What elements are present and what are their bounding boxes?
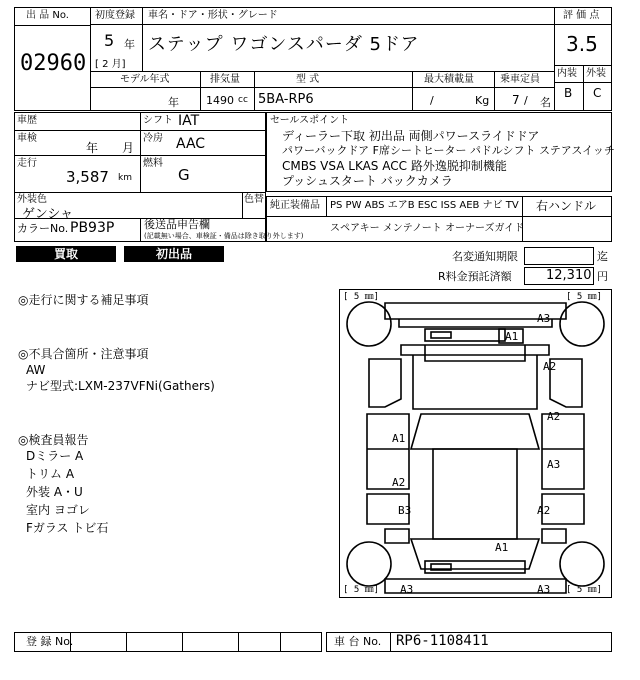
- inspector-item: トリム A: [26, 467, 75, 481]
- equipment-row-2: スペアキー メンテノート オーナーズガイド: [330, 223, 525, 234]
- damage-mark: A2: [537, 504, 551, 517]
- damage-mark: A3: [400, 583, 414, 596]
- equipment-label: 純正装備品: [270, 200, 320, 211]
- mileage-label: 走行: [17, 158, 37, 169]
- damage-mark: A3: [547, 458, 561, 471]
- displacement-unit: cc: [238, 95, 248, 105]
- tire-depth-front-right: [ 5 ㎜]: [566, 292, 603, 302]
- model-type-value: 5BA-RP6: [258, 92, 314, 107]
- mileage-value: 3,587: [66, 168, 109, 186]
- interior-grade: B: [564, 86, 573, 100]
- notice-deadline-field: [524, 247, 594, 265]
- car-outline-diagram: [339, 289, 612, 598]
- damage-mark: A3: [537, 583, 551, 596]
- car-name: ステップ ワゴンスパーダ 5ドア: [148, 34, 420, 55]
- damage-mark: A1: [505, 330, 519, 343]
- tire-depth-front-left: [ 5 ㎜]: [343, 292, 380, 302]
- capacity-value: 7: [512, 93, 520, 107]
- steering-value: 右ハンドル: [536, 199, 597, 213]
- inspector-item: Fガラス トビ石: [26, 521, 109, 535]
- max-load-label: 最大積載量: [424, 74, 474, 85]
- aftermarket-label: 後送品申告欄: [144, 218, 210, 231]
- damage-mark: A3: [537, 312, 551, 325]
- damage-mark: B3: [398, 504, 412, 517]
- color-no-label: カラーNo.: [17, 222, 69, 235]
- first-registration-year-unit: 年: [124, 38, 135, 51]
- first-registration-year: 5: [104, 31, 115, 50]
- max-load-sep: /: [430, 94, 434, 107]
- capacity-label: 乗車定員: [500, 74, 540, 85]
- inspection-label: 車検: [17, 133, 37, 144]
- history-label: 車歴: [17, 115, 37, 126]
- color-label: 外装色: [17, 194, 47, 205]
- interior-label: 内装: [557, 68, 577, 79]
- lot-no: 02960: [20, 51, 87, 76]
- color-no-value: PB93P: [70, 220, 115, 236]
- color-value: ゲンシャ: [22, 207, 74, 222]
- aftermarket-note: (記載無い場合、車検証・備品は除き取り外します): [144, 232, 304, 240]
- shift-value: IAT: [178, 113, 200, 129]
- damage-mark: A1: [392, 432, 406, 445]
- chassis-no-value: RP6-1108411: [396, 633, 489, 649]
- inspector-item: Dミラー A: [26, 449, 84, 463]
- damage-mark: A1: [495, 541, 509, 554]
- inspection-month-unit: 月: [122, 141, 135, 155]
- recycle-fee-unit: 円: [597, 270, 608, 283]
- equipment-row-1: PS PW ABS エアB ESC ISS AEB ナビ TV: [330, 200, 519, 211]
- max-load-unit: Kg: [475, 94, 490, 107]
- sales-point-line: CMBS VSA LKAS ACC 路外逸脱抑制機能: [282, 159, 507, 173]
- lot-no-label: 出 品 No.: [26, 10, 69, 21]
- shift-label: シフト: [143, 115, 173, 126]
- inspector-report-title: ◎検査員報告: [18, 433, 89, 447]
- ac-value: AAC: [176, 136, 206, 152]
- color-change-label: 色替: [244, 194, 264, 205]
- damage-mark: A2: [547, 410, 561, 423]
- defect-item: AW: [26, 363, 46, 377]
- capacity-unit: 名: [540, 96, 551, 109]
- notice-deadline-unit: 迄: [597, 250, 608, 263]
- car-name-label: 車名・ドア・形状・グレード: [148, 10, 278, 21]
- inspection-year-unit: 年: [86, 141, 99, 155]
- exterior-label: 外装: [586, 68, 606, 79]
- model-type-label: 型 式: [296, 74, 320, 85]
- recycle-fee-value: 12,310: [546, 268, 592, 283]
- first-registration-label: 初度登録: [95, 10, 135, 21]
- capacity-sep: /: [524, 94, 528, 107]
- first-registration-month: [ 2 月]: [95, 59, 126, 70]
- purchase-badge: 買取: [16, 246, 116, 262]
- sales-point-line: ディーラー下取 初出品 両側パワースライドドア: [282, 129, 540, 143]
- rating-value: 3.5: [566, 32, 598, 56]
- damage-mark: A2: [543, 360, 557, 373]
- driving-notes-title: ◎走行に関する補足事項: [18, 293, 149, 307]
- damage-mark: A2: [392, 476, 406, 489]
- displacement-label: 排気量: [210, 74, 240, 85]
- displacement-value: 1490: [206, 94, 234, 107]
- registration-no-label: 登 録 No.: [26, 635, 74, 648]
- inspector-item: 外装 A・U: [26, 485, 83, 499]
- ac-label: 冷房: [143, 133, 163, 144]
- model-year-unit: 年: [168, 96, 179, 109]
- chassis-no-label: 車 台 No.: [334, 635, 382, 648]
- fuel-value: G: [178, 166, 190, 184]
- exterior-grade: C: [593, 86, 602, 100]
- defects-title: ◎不具合箇所・注意事項: [18, 347, 149, 361]
- fuel-label: 燃料: [143, 158, 163, 169]
- inspector-item: 室内 ヨゴレ: [26, 503, 90, 517]
- sales-point-line: プッシュスタート バックカメラ: [282, 174, 453, 188]
- defect-item: ナビ型式:LXM-237VFNi(Gathers): [26, 379, 215, 393]
- sales-points-label: セールスポイント: [270, 115, 350, 126]
- model-year-label: モデル年式: [120, 74, 170, 85]
- tire-depth-rear-right: [ 5 ㎜]: [566, 585, 603, 595]
- notice-deadline-label: 名変通知期限: [452, 250, 518, 263]
- rating-label: 評 価 点: [563, 10, 600, 21]
- recycle-fee-label: R料金預託済額: [438, 270, 512, 283]
- mileage-unit: km: [118, 173, 132, 183]
- sales-point-line: パワーバックドア F席シートヒーター パドルシフト ステアスイッチ: [282, 144, 615, 157]
- first-listing-badge: 初出品: [124, 246, 224, 262]
- tire-depth-rear-left: [ 5 ㎜]: [343, 585, 380, 595]
